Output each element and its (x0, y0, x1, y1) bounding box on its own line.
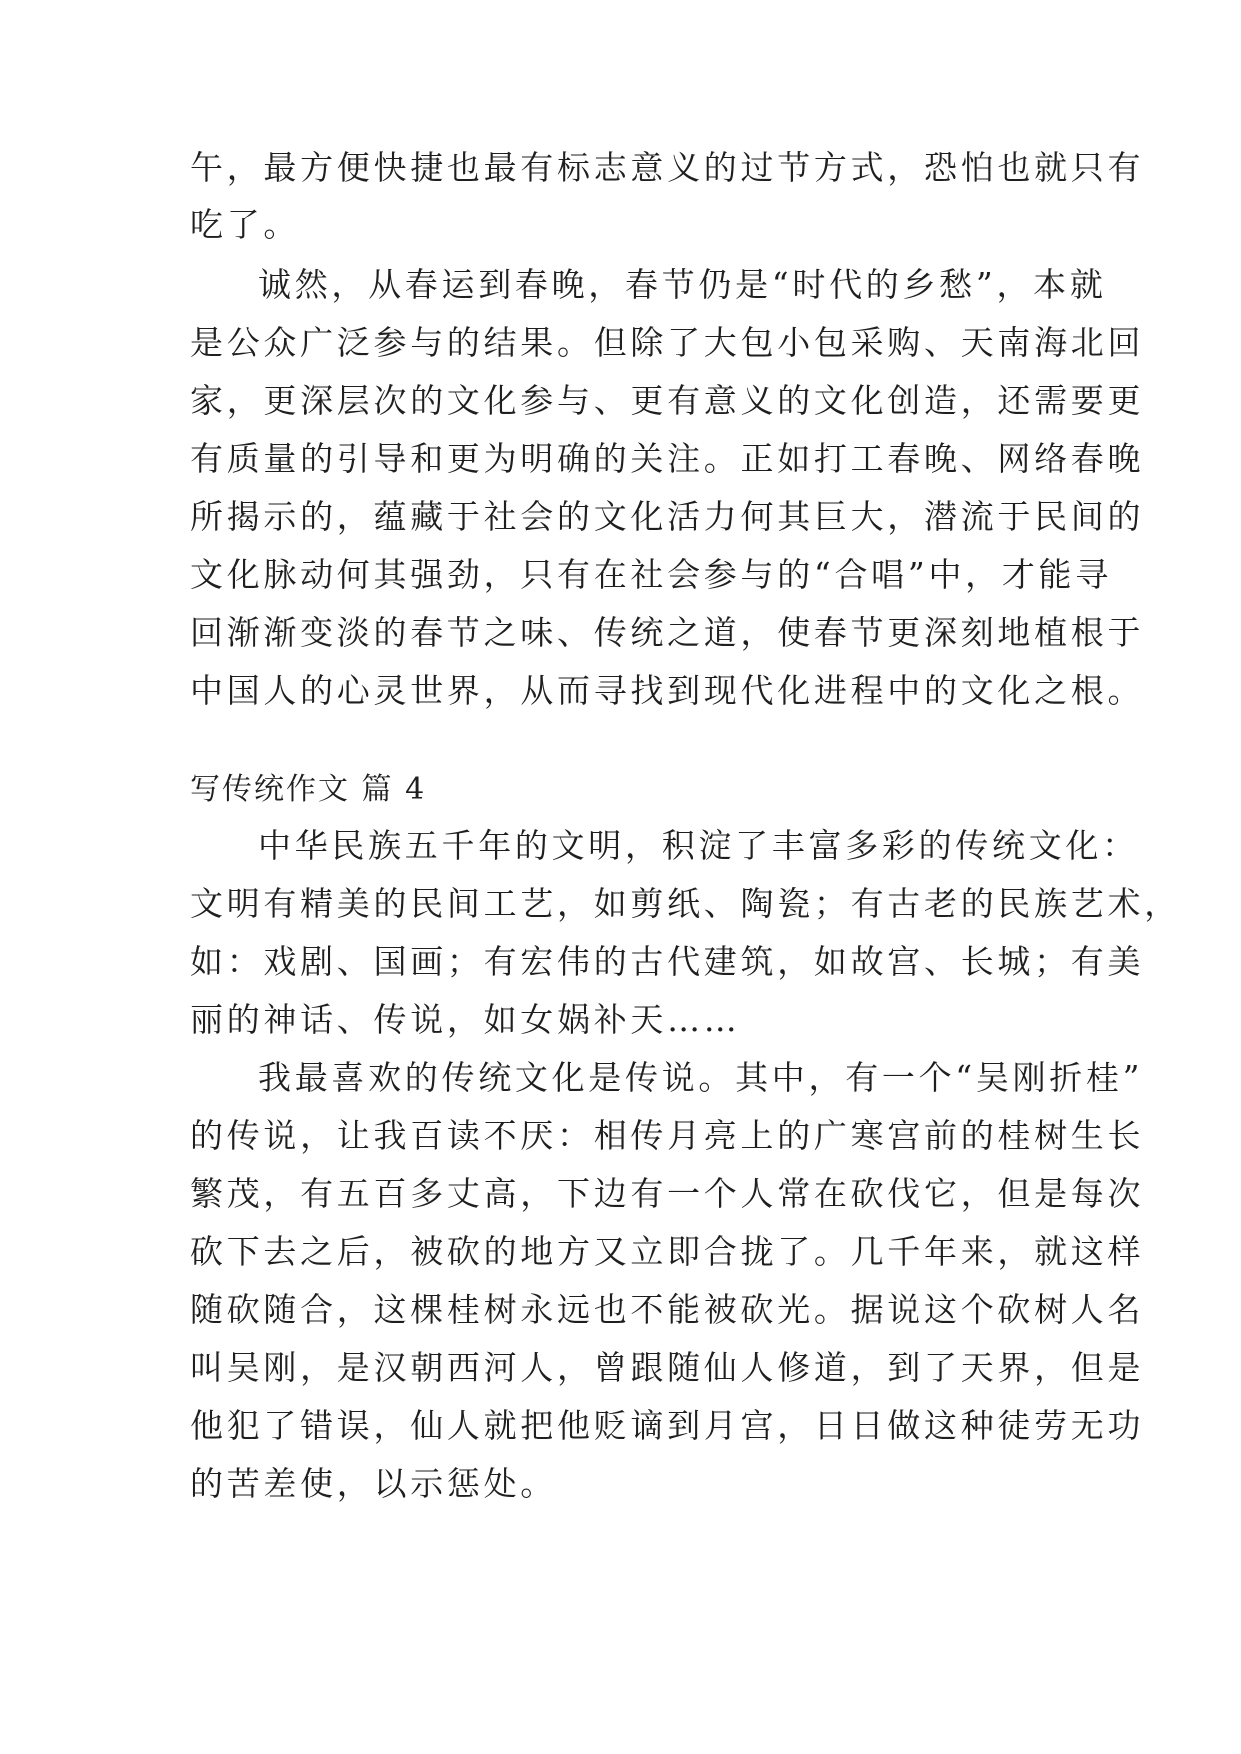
text-line: 的传说，让我百读不厌：相传月亮上的广寒宫前的桂树生长 (190, 1116, 1145, 1155)
text-line: 随砍随合，这棵桂树永远也不能被砍光。据说这个砍树人名 (190, 1290, 1145, 1329)
text-line: 午，最方便快捷也最有标志意义的过节方式，恐怕也就只有 (190, 148, 1145, 187)
text-line: 家，更深层次的文化参与、更有意义的文化创造，还需要更 (190, 381, 1145, 420)
text-line: 是公众广泛参与的结果。但除了大包小包采购、天南海北回 (190, 323, 1145, 362)
text-line: 的苦差使，以示惩处。 (190, 1464, 557, 1503)
paragraph-start-line: 诚然，从春运到春晚，春节仍是“时代的乡愁”，本就 (258, 265, 1107, 304)
text-line: 吃了。 (190, 205, 301, 244)
text-line: 中国人的心灵世界，从而寻找到现代化进程中的文化之根。 (190, 671, 1145, 710)
text-line: 文化脉动何其强劲，只有在社会参与的“合唱”中，才能寻 (190, 555, 1112, 594)
paragraph-start-line: 我最喜欢的传统文化是传说。其中，有一个“吴刚折桂” (258, 1058, 1144, 1097)
section-heading: 写传统作文 篇 4 (190, 772, 427, 807)
text-line: 繁茂，有五百多丈高，下边有一个人常在砍伐它，但是每次 (190, 1174, 1145, 1213)
text-line: 有质量的引导和更为明确的关注。正如打工春晚、网络春晚 (190, 439, 1145, 478)
text-line: 所揭示的，蕴藏于社会的文化活力何其巨大，潜流于民间的 (190, 497, 1145, 536)
text-line: 丽的神话、传说，如女娲补天…… (190, 1000, 741, 1039)
text-line: 砍下去之后，被砍的地方又立即合拢了。几千年来，就这样 (190, 1232, 1145, 1271)
text-line: 回渐渐变淡的春节之味、传统之道，使春节更深刻地植根于 (190, 613, 1145, 652)
text-line: 文明有精美的民间工艺，如剪纸、陶瓷；有古老的民族艺术， (190, 884, 1181, 923)
paragraph-start-line: 中华民族五千年的文明，积淀了丰富多彩的传统文化： (258, 826, 1139, 865)
text-line: 如：戏剧、国画；有宏伟的古代建筑，如故宫、长城；有美 (190, 942, 1145, 981)
text-line: 叫吴刚，是汉朝西河人，曾跟随仙人修道，到了天界，但是 (190, 1348, 1145, 1387)
text-line: 他犯了错误，仙人就把他贬谪到月宫，日日做这种徒劳无功 (190, 1406, 1145, 1445)
